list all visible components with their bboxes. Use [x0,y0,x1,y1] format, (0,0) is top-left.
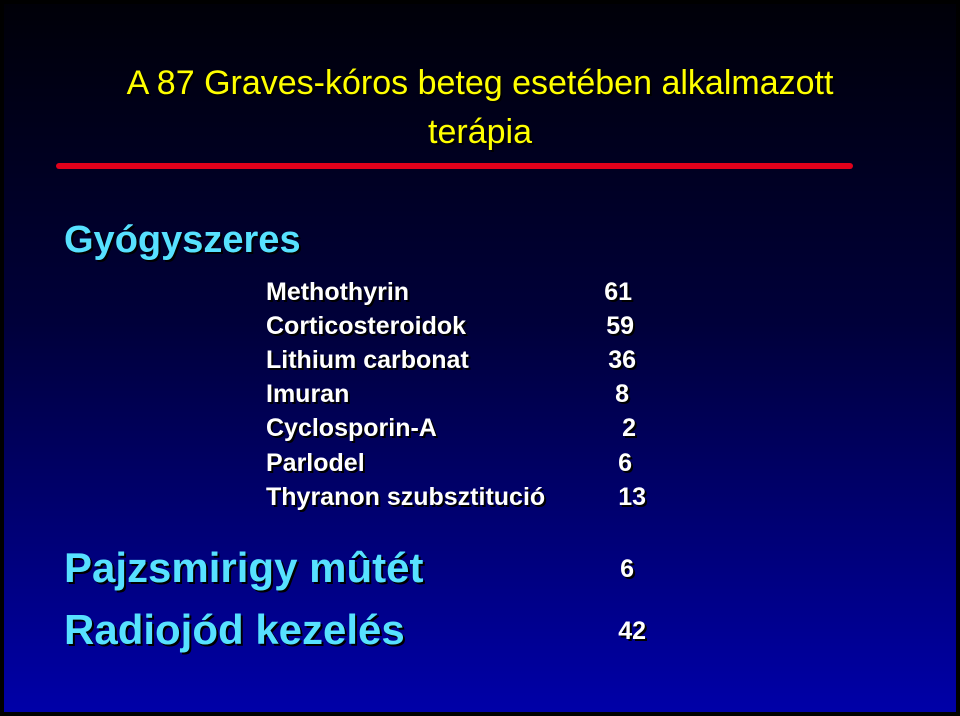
drug-count: 13 [618,483,646,511]
title-divider [56,163,853,169]
section-heading-radioiodine: Radiojód kezelés [64,606,405,653]
drug-name: Parlodel [266,449,365,477]
drug-count: 6 [618,449,632,477]
section-heading-drugs: Gyógyszeres [64,219,301,261]
drug-name: Methothyrin [266,278,410,306]
drug-name: Corticosteroidok [266,312,467,340]
slide-title-line-2: terápia [428,113,532,151]
surgery-count: 6 [620,555,634,583]
drug-name: Cyclosporin-A [266,414,437,442]
drug-count: 36 [608,346,636,374]
drug-name: Lithium carbonat [266,346,469,374]
slide [4,4,956,712]
drug-name: Thyranon szubsztitució [266,483,546,511]
radioiodine-count: 42 [618,617,646,645]
drug-count: 61 [604,278,632,306]
section-heading-surgery: Pajzsmirigy mûtét [64,544,424,591]
slide-title-line-1: A 87 Graves-kóros beteg esetében alkalmazott [126,64,834,102]
drug-count: 2 [622,414,636,442]
drug-count: 8 [615,380,629,408]
drug-count: 59 [606,312,634,340]
drug-name: Imuran [266,380,350,408]
